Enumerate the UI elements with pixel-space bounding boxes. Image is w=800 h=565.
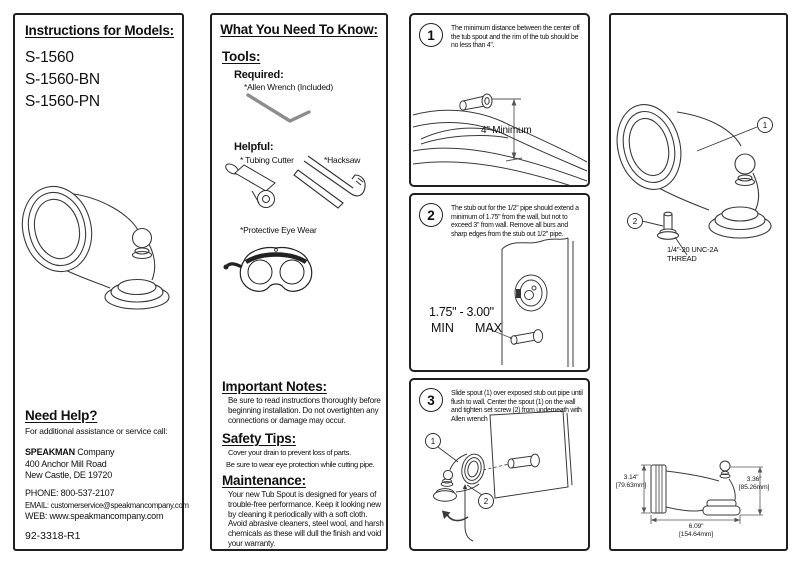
step-3-box bbox=[409, 378, 590, 551]
phone-line: PHONE: 800-537-2107 bbox=[25, 488, 115, 498]
callout-1: 1 bbox=[757, 117, 773, 133]
address-line: 400 Anchor Mill Road bbox=[25, 458, 107, 469]
safety-tips-title: Safety Tips: bbox=[222, 431, 296, 446]
allen-wrench-icon bbox=[248, 95, 309, 121]
maintenance-text: Your new Tub Spout is designed for years of trouble-free performance. Keep it looking new by cleaning it periodically with a soft cloth. Avoid abrasive cleaners, steel wool, and harsh chemicals as these will dull the finish and void your warranty. bbox=[228, 490, 384, 548]
required-label: Required: bbox=[234, 69, 284, 81]
panel2-title: What You Need To Know: bbox=[220, 22, 378, 37]
need-help-subtitle: For additional assistance or service call: bbox=[25, 426, 168, 436]
tubing-cutter-label: * Tubing Cutter bbox=[240, 155, 294, 165]
model-list bbox=[25, 47, 100, 113]
step-2-box bbox=[409, 193, 590, 372]
range-label: 1.75" - 3.00" bbox=[429, 305, 494, 319]
model-item: S-1560-PN bbox=[25, 93, 100, 110]
step-number: 2 bbox=[419, 203, 443, 227]
step-text: The minimum distance between the center off the tub spout and the rim of the tub should be no less than 4". bbox=[451, 25, 580, 49]
address-line: New Castle, DE 19720 bbox=[25, 470, 113, 480]
company-suffix: Company bbox=[74, 447, 115, 457]
callout-2: 2 bbox=[478, 493, 494, 509]
callout-2: 2 bbox=[627, 213, 643, 229]
model-item: S-1560-BN bbox=[25, 71, 100, 88]
allen-wrench-label: *Allen Wrench (Included) bbox=[244, 82, 334, 92]
panel-what-you-need bbox=[210, 13, 388, 551]
tubing-cutter-icon bbox=[224, 162, 275, 208]
hacksaw-label: *Hacksaw bbox=[324, 155, 361, 165]
callout-1: 1 bbox=[425, 433, 441, 449]
goggles-icon bbox=[224, 248, 312, 292]
thread-label: 1/4"-20 UNC-2A THREAD bbox=[667, 245, 719, 263]
safety-line: Cover your drain to prevent loss of parts. bbox=[228, 448, 351, 457]
spout-diagram-illustration bbox=[611, 15, 786, 549]
safety-line: Be sure to wear eye protection while cutting pipe. bbox=[226, 460, 375, 469]
panel-diagram bbox=[609, 13, 788, 551]
company-address bbox=[25, 447, 114, 482]
step-number: 1 bbox=[419, 23, 443, 47]
panel1-title: Instructions for Models: bbox=[25, 23, 174, 38]
max-label: MAX bbox=[475, 321, 503, 335]
dim-label: 4" Minimum bbox=[481, 125, 532, 136]
important-notes-text: Be sure to read instructions thoroughly before beginning installation. Do not overtighten any connections or damage may occur. bbox=[228, 396, 381, 425]
step-1-box bbox=[409, 13, 590, 187]
min-label: MIN bbox=[431, 321, 454, 335]
maintenance-title: Maintenance: bbox=[222, 473, 306, 488]
step-text: The stub out for the 1/2" pipe should extend a minimum of 1.75" from the wall, but not to exceed 3" from wall. Remove all burs and sharp edges from the stub out 1/2" pipe. bbox=[451, 205, 579, 238]
contact-block bbox=[25, 488, 189, 523]
company-name: SPEAKMAN bbox=[25, 447, 75, 457]
tools-title: Tools: bbox=[222, 49, 261, 64]
need-help-title: Need Help? bbox=[25, 408, 98, 423]
model-item: S-1560 bbox=[25, 49, 74, 66]
panel-models bbox=[13, 13, 189, 551]
dim-bottom-label: 6.09" [154.64mm] bbox=[679, 523, 713, 538]
helpful-label: Helpful: bbox=[234, 141, 274, 153]
step-text: Slide spout (1) over exposed stub out pipe until flush to wall. Center the spout (1) on the wall and tighten set screw (2) from underneath with Allen wrench bbox=[451, 390, 583, 423]
web-line: WEB: www.speakmancompany.com bbox=[25, 511, 164, 521]
dim-right-label: 3.36" [85.26mm] bbox=[738, 476, 770, 491]
eye-wear-label: *Protective Eye Wear bbox=[240, 225, 317, 235]
important-notes-title: Important Notes: bbox=[222, 379, 327, 394]
step-number: 3 bbox=[419, 388, 443, 412]
dim-left-label: 3.14" [79.63mm] bbox=[615, 474, 647, 489]
email-line: EMAIL: customerservice@speakmancompany.com bbox=[25, 500, 189, 510]
doc-number: 92-3318-R1 bbox=[25, 530, 81, 542]
